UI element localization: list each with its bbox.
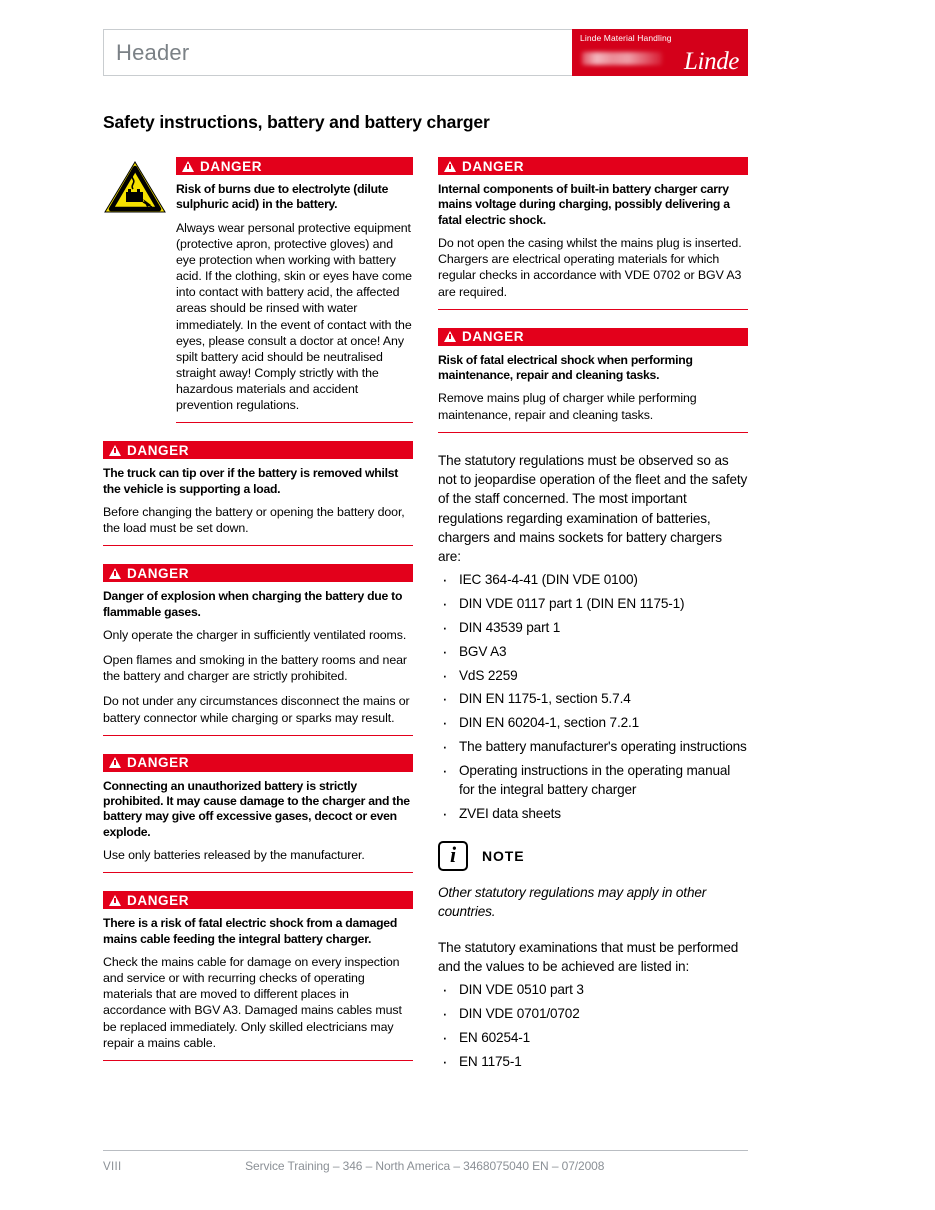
list-item: · DIN VDE 0117 part 1 (DIN EN 1175-1) (438, 594, 748, 613)
section-divider (438, 432, 748, 433)
warning-triangle-icon (444, 161, 456, 172)
logo-tagline: Linde Material Handling (580, 33, 672, 43)
danger-title: There is a risk of fatal electric shock from a damaged mains cable feeding the integral battery charger. (103, 916, 398, 946)
danger-label: DANGER (127, 565, 190, 581)
page-title: Safety instructions, battery and battery charger (103, 112, 490, 132)
danger-body: Check the mains cable for damage on every inspection and service or with recurring checks of operating materials that are moved to different places in accordance with BGV A3. Damaged mains cables must be replaced immediately. Only skilled electricians may repair a mains cable. (103, 955, 402, 1050)
list-item: · DIN 43539 part 1 (438, 618, 748, 637)
statutory-regulations-paragraph: The statutory regulations must be observed so as not to jeopardise operation of the fleet and the safety of the staff concerned. The most important regulations regarding examination of batteries, chargers and mains sockets for battery chargers are: (438, 452, 748, 565)
list-item: · EN 60254-1 (438, 1028, 748, 1047)
linde-logo (572, 29, 748, 76)
note-body: Other statutory regulations may apply in other countries. (438, 885, 707, 920)
redacted-area (582, 52, 662, 65)
danger-body: Do not open the casing whilst the mains plug is inserted. Chargers are electrical operating materials for which regular checks in accordance with VDE 0702 or BGV A3 are required. (438, 236, 742, 299)
section-divider (103, 872, 413, 873)
footer-info: Service Training – 346 – North America – 3468075040 EN – 07/2008 (245, 1159, 605, 1173)
list-item: · DIN VDE 0510 part 3 (438, 980, 748, 999)
danger-body: Only operate the charger in sufficiently ventilated rooms. (103, 628, 407, 642)
danger-banner (176, 157, 413, 175)
header-title-box (103, 29, 572, 76)
regulations-list (438, 570, 748, 823)
right-column (438, 157, 748, 1081)
section-divider (103, 545, 413, 546)
danger-body: Remove mains plug of charger while performing maintenance, repair and cleaning tasks. (438, 391, 697, 422)
danger-block-maintenance-shock (438, 328, 748, 423)
page-number: VIII (103, 1161, 122, 1173)
danger-label: DANGER (127, 892, 190, 908)
warning-triangle-icon (109, 568, 121, 579)
list-item: · EN 1175-1 (438, 1052, 748, 1071)
examinations-list (438, 980, 748, 1071)
warning-triangle-icon (444, 331, 456, 342)
warning-triangle-icon (182, 161, 194, 172)
danger-block-electrolyte (103, 157, 413, 413)
section-divider (103, 1060, 413, 1061)
danger-block-unauthorized-battery (103, 754, 413, 864)
danger-body: Use only batteries released by the manufacturer. (103, 848, 365, 863)
danger-label: DANGER (462, 158, 525, 174)
danger-label: DANGER (200, 158, 263, 174)
danger-title: Risk of fatal electrical shock when performing maintenance, repair and cleaning tasks. (438, 352, 693, 382)
warning-triangle-icon (109, 757, 121, 768)
danger-body: Before changing the battery or opening the battery door, the load must be set down. (103, 505, 405, 536)
danger-banner (438, 157, 748, 175)
list-item: · The battery manufacturer's operating instructions (438, 737, 748, 756)
warning-triangle-icon (109, 895, 121, 906)
section-divider (438, 309, 748, 310)
danger-banner (103, 564, 413, 582)
list-item: · ZVEI data sheets (438, 804, 748, 823)
info-icon-glyph: i (449, 842, 457, 868)
danger-title: The truck can tip over if the battery is removed whilst the vehicle is supporting a load. (103, 466, 399, 496)
danger-block-explosion (103, 564, 413, 725)
list-item: · BGV A3 (438, 642, 748, 661)
examinations-paragraph: The statutory examinations that must be performed and the values to be achieved are listed in: (438, 939, 739, 975)
danger-title: Internal components of built-in battery charger carry mains voltage during charging, possibly delivering a fatal electric shock. (438, 182, 730, 227)
danger-banner (103, 891, 413, 909)
list-item: · DIN EN 1175-1, section 5.7.4 (438, 689, 748, 708)
danger-body: Do not under any circumstances disconnect the mains or battery connector while charging or sparks may result. (103, 694, 410, 725)
section-divider (176, 422, 413, 423)
danger-banner (103, 754, 413, 772)
list-item: · DIN EN 60204-1, section 7.2.1 (438, 713, 748, 732)
danger-body: Open flames and smoking in the battery rooms and near the battery and charger are strictly prohibited. (103, 653, 407, 684)
danger-block-tip-over (103, 441, 413, 536)
note-header (438, 841, 748, 871)
list-item: · Operating instructions in the operating manual for the integral battery charger (438, 761, 748, 800)
danger-label: DANGER (462, 329, 525, 345)
list-item: · VdS 2259 (438, 666, 748, 685)
note-label: NOTE (482, 848, 525, 865)
info-icon (438, 841, 468, 871)
danger-body: Always wear personal protective equipment (protective apron, protective gloves) and eye protection when working with battery acid. If the clothing, skin or eyes have come into contact with battery acid, the affected areas should be rinsed with water immediately. In the event of contact with the eyes, please consult a doctor at once! Any spilt battery acid should be neutralised straight away! Comply strictly with the hazardous materials and accident prevention regulations. (176, 220, 412, 413)
danger-block-internal-components (438, 157, 748, 300)
section-divider (103, 735, 413, 736)
left-column (103, 157, 413, 1079)
list-item: · DIN VDE 0701/0702 (438, 1004, 748, 1023)
danger-title: Risk of burns due to electrolyte (dilute sulphuric acid) in the battery. (176, 182, 389, 212)
danger-label: DANGER (127, 442, 190, 458)
danger-title: Connecting an unauthorized battery is strictly prohibited. It may cause damage to the charger and the battery may give off excessive gases, decoct or even explode. (103, 778, 410, 839)
danger-label: DANGER (127, 755, 190, 771)
page-header (103, 29, 748, 76)
danger-block-mains-cable (103, 891, 413, 1051)
page-footer (103, 1150, 748, 1173)
header-title: Header (116, 39, 190, 65)
danger-banner (103, 441, 413, 459)
list-item: · IEC 364-4-41 (DIN VDE 0100) (438, 570, 748, 589)
battery-acid-hazard-icon (103, 159, 167, 215)
warning-triangle-icon (109, 445, 121, 456)
logo-wordmark: Linde (684, 48, 739, 75)
danger-title: Danger of explosion when charging the battery due to flammable gases. (103, 589, 403, 619)
danger-banner (438, 328, 748, 346)
